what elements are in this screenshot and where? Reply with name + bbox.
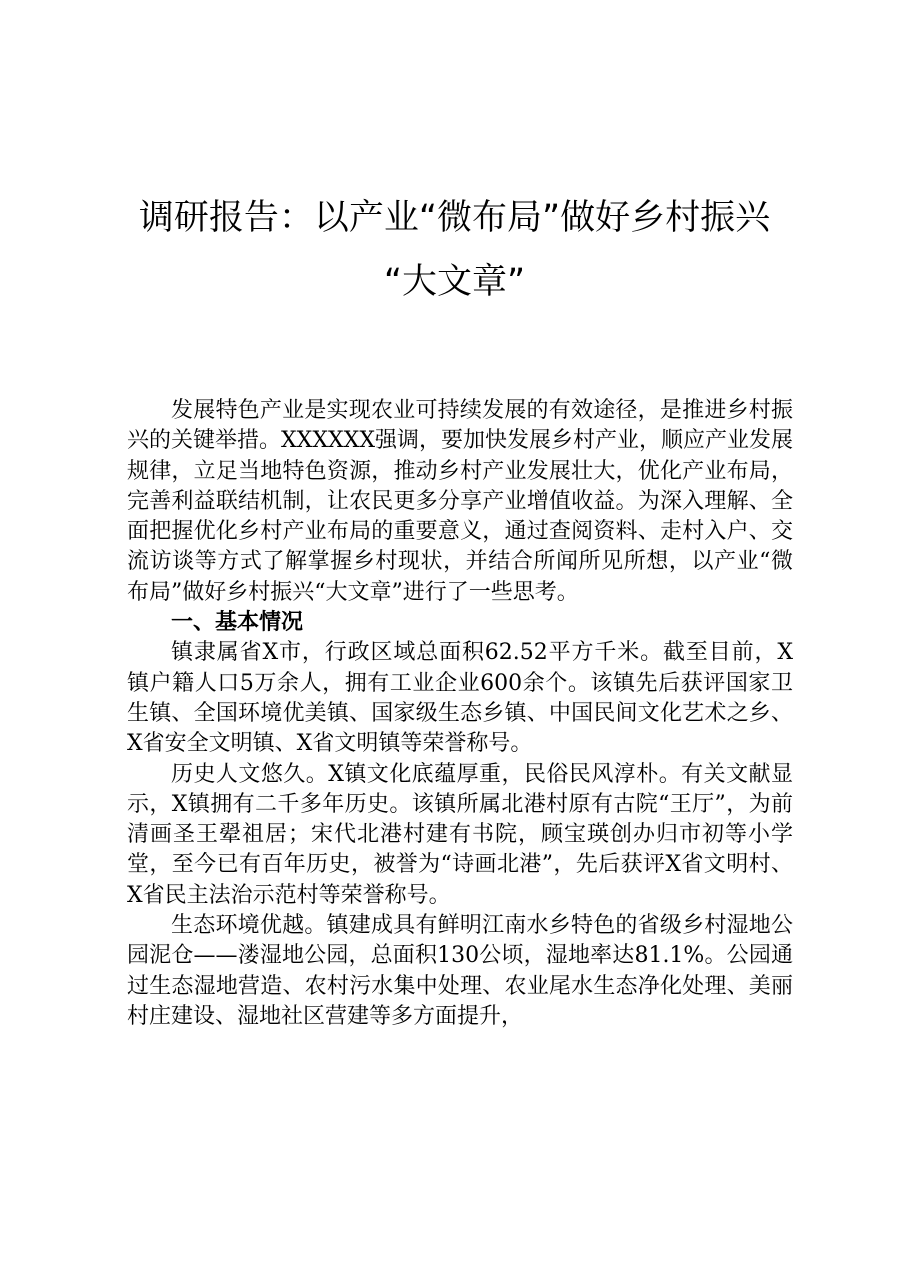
document-body [127, 396, 793, 1032]
document-title-line-2: “大文章” [383, 262, 526, 302]
basic-situation-paragraph: 镇隶属省X市，行政区域总面积62.52平方千米。截至目前，X镇户籍人口5万余人，拥有工业企业600余个。该镇先后获评国家卫生镇、全国环境优美镇、国家级生态乡镇、中国民间文化艺术之乡、X省安全文明镇、X省文明镇等荣誉称号。 [127, 640, 793, 757]
history-culture-paragraph: 历史人文悠久。X镇文化底蕴厚重，民俗民风淳朴。有关文献显示，X镇拥有二千多年历史。该镇所属北港村原有古院“王厅”，为前清画圣王翚祖居；宋代北港村建有书院，顾宝瑛创办归市初等小学堂，至今已有百年历史，被誉为“诗画北港”，先后获评X省文明村、X省民主法治示范村等荣誉称号。 [127, 761, 793, 908]
ecological-environment-paragraph: 生态环境优越。镇建成具有鲜明江南水乡特色的省级乡村湿地公园泥仓——溇湿地公园，总面积130公顷，湿地率达81.1%。公园通过生态湿地营造、农村污水集中处理、农业尾水生态净化处理、美丽村庄建设、湿地社区营建等多方面提升， [127, 913, 793, 1029]
intro-paragraph: 发展特色产业是实现农业可持续发展的有效途径，是推进乡村振兴的关键举措。XXXXXX强调，要加快发展乡村产业，顺应产业发展规律，立足当地特色资源，推动乡村产业发展壮大，优化产业布局，完善利益联结机制，让农民更多分享产业增值收益。为深入理解、全面把握优化乡村产业布局的重要意义，通过查阅资料、走村入户、交流访谈等方式了解掌握乡村现状，并结合所闻所见所想，以产业“微布局”做好乡村振兴“大文章”进行了一些思考。 [127, 398, 793, 605]
document-title-line-1: 调研报告：以产业“微布局”做好乡村振兴 [138, 198, 771, 238]
section-heading-basic-situation: 一、基本情况 [171, 610, 304, 636]
